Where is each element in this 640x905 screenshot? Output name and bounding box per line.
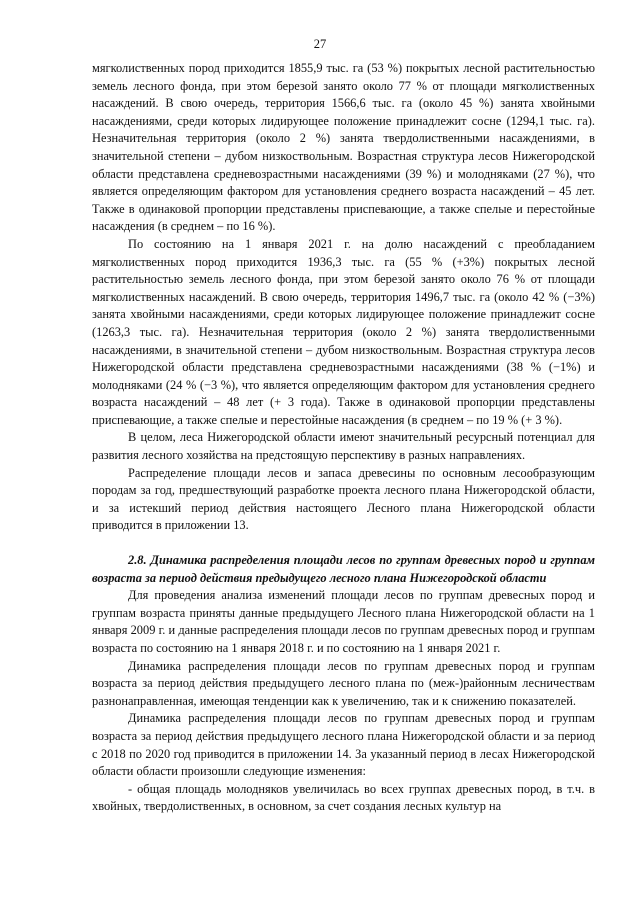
paragraph-1: мягколиственных пород приходится 1855,9 тыс. га (53 %) покрытых лесной растительностью земель лесного фонда, при этом березой занято около 77 % от площади мягколиственных насаждений. В свою очередь, территория 1566,6 тыс. га (около 45 %) занята хвойными насаждениями, среди которых лидирующее положение принадлежит сосне (1294,1 тыс. га). Незначительная территория (около 2 %) занята твердолиственными насаждениями, в значительной степени – дубом низкоствольным. Возрастная структура лесов Нижегородской области представлена средневозрастными насаждениями (39 %) и молодняками (27 %), что является определяющим фактором для установления среднего возраста насаждений – 45 лет. Также в одинаковой пропорции представлены приспевающие, а также спелые и перестойные насаждения (в среднем – по 16 %). [92, 61, 595, 234]
section-paragraph-4: - общая площадь молодняков увеличилась во всех группах древесных пород, в т.ч. в хвойных, твердолиственных, в основном, за счет создания лесных культур на [92, 781, 595, 814]
page-number: 27 [313, 37, 327, 51]
document-body [92, 60, 595, 816]
paragraph-2: По состоянию на 1 января 2021 г. на долю насаждений с преобладанием мягколиственных пород приходится 1936,3 тыс. га (55 % (+3%) покрытых лесной растительностью земель лесного фонда, при этом березой занято около 76 % от площади мягколиственных насаждений. В свою очередь, территория 1496,7 тыс. га (около 42 % (−3%) занята хвойными насаждениями, среди которых лидирующее положение принадлежит сосне (1263,3 тыс. га). Незначительная территория (около 2 %) занята твердолиственными насаждениями, в значительной степени – дубом низкоствольным. Возрастная структура лесов Нижегородской области представлена средневозрастными насаждениями (38 % (−1%) и молодняками (24 % (−3 %), что является определяющим фактором для установления среднего возраста насаждений – 48 лет (+ 3 года). Также в одинаковой пропорции представлены приспевающие, а также спелые и перестойные насаждения (в среднем – по 19 % (+ 3 %). [92, 236, 595, 427]
paragraph-3: В целом, леса Нижегородской области имеют значительный ресурсный потенциал для развития лесного хозяйства на предстоящую перспективу в разных направлениях. [92, 430, 595, 463]
section-paragraph-1: Для проведения анализа изменений площади лесов по группам древесных пород и группам возраста приняты данные предыдущего Лесного плана Нижегородской области на 1 января 2009 г. и данные распределения площади лесов по группам древесных пород и группам возраста по состоянию на 1 января 2018 г. и по состоянию на 1 января 2021 г. [92, 588, 595, 655]
section-heading: 2.8. Динамика распределения площади лесов по группам древесных пород и группам возраста за период действия предыдущего лесного плана Нижегородской области [92, 553, 595, 585]
section-paragraph-3: Динамика распределения площади лесов по группам древесных пород и группам возраста за период действия предыдущего лесного плана Нижегородской области и за период с 2018 по 2020 год приводится в приложении 14. За указанный период в лесах Нижегородской области области произошли следующие изменения: [92, 711, 595, 779]
section-paragraph-2: Динамика распределения площади лесов по группам древесных пород и группам возраста за период действия предыдущего лесного плана по (меж-)районным лесничествам разнонаправленная, имеющая тенденции как к увеличению, так и к снижению показателей. [92, 658, 595, 708]
paragraph-4: Распределение площади лесов и запаса древесины по основным лесообразующим породам за год, предшествующий разработке проекта лесного плана Нижегородской области, и за истекший период действия настоящего Лесного плана Нижегородской области приводится в приложении 13. [92, 465, 595, 533]
